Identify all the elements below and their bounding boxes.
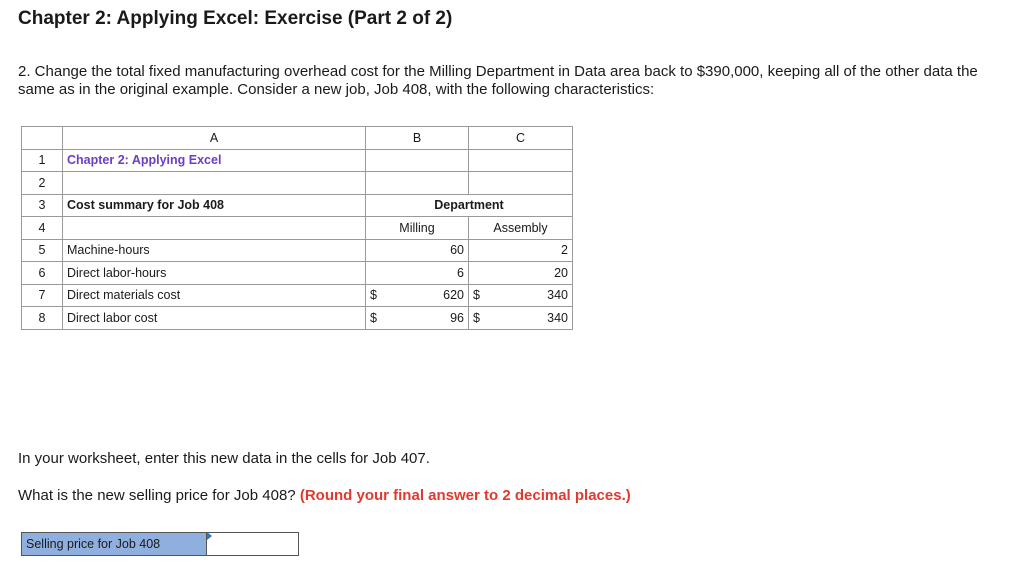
assembly-value-cell	[469, 284, 573, 307]
row-number: 6	[22, 262, 63, 285]
currency-symbol: $	[370, 288, 377, 303]
row-number: 5	[22, 239, 63, 262]
row-label: Machine-hours	[63, 239, 366, 262]
question-text: 2. Change the total fixed manufacturing overhead cost for the Milling Department in Data area back to $390,000, keeping all of the other data the same as in the original example. Consider a new job, Job 408, with the following characteristics:	[18, 63, 978, 98]
table-row	[22, 172, 573, 195]
milling-value: 620	[443, 288, 464, 303]
spreadsheet-table	[21, 126, 573, 330]
milling-header: Milling	[366, 217, 469, 240]
table-row	[22, 217, 573, 240]
selling-price-input-wrap	[207, 532, 299, 556]
milling-value: 6	[366, 262, 469, 285]
milling-value-cell	[366, 307, 469, 330]
row-label: Direct labor cost	[63, 307, 366, 330]
row-number: 8	[22, 307, 63, 330]
assembly-header: Assembly	[469, 217, 573, 240]
page-title: Chapter 2: Applying Excel: Exercise (Part 2 of 2)	[18, 8, 453, 29]
instruction-text: In your worksheet, enter this new data in the cells for Job 407.	[18, 450, 430, 467]
row-number: 7	[22, 284, 63, 307]
cell-b2	[366, 172, 469, 195]
input-marker-icon	[207, 532, 212, 540]
table-row	[22, 284, 573, 307]
row-number: 1	[22, 149, 63, 172]
cost-summary-label: Cost summary for Job 408	[63, 194, 366, 217]
column-header-row	[22, 127, 573, 150]
table-row	[22, 149, 573, 172]
column-header-b: B	[366, 127, 469, 150]
assembly-value-cell	[469, 307, 573, 330]
milling-value: 60	[366, 239, 469, 262]
milling-value-cell	[366, 284, 469, 307]
assembly-value: 340	[547, 310, 568, 325]
table-row	[22, 239, 573, 262]
rounding-hint: (Round your final answer to 2 decimal places.)	[299, 487, 631, 504]
answer-row	[21, 532, 299, 556]
cell-a4	[63, 217, 366, 240]
currency-symbol: $	[473, 310, 480, 325]
department-header: Department	[366, 194, 573, 217]
selling-price-input[interactable]	[207, 532, 299, 556]
row-label: Direct labor-hours	[63, 262, 366, 285]
cell-c1	[469, 149, 573, 172]
row-label: Direct materials cost	[63, 284, 366, 307]
column-header-c: C	[469, 127, 573, 150]
row-number: 4	[22, 217, 63, 240]
cell-b1	[366, 149, 469, 172]
selling-price-label: Selling price for Job 408	[21, 532, 207, 556]
milling-value: 96	[450, 310, 464, 325]
answer-question	[18, 487, 631, 504]
cell-c2	[469, 172, 573, 195]
answer-question-text: What is the new selling price for Job 408?	[18, 487, 296, 504]
currency-symbol: $	[370, 310, 377, 325]
currency-symbol: $	[473, 288, 480, 303]
table-row	[22, 307, 573, 330]
row-number: 2	[22, 172, 63, 195]
cell-a2	[63, 172, 366, 195]
assembly-value: 2	[469, 239, 573, 262]
sheet-title-cell: Chapter 2: Applying Excel	[63, 149, 366, 172]
assembly-value: 20	[469, 262, 573, 285]
table-row	[22, 262, 573, 285]
assembly-value: 340	[547, 288, 568, 303]
column-header-a: A	[63, 127, 366, 150]
table-row	[22, 194, 573, 217]
corner-cell	[22, 127, 63, 150]
row-number: 3	[22, 194, 63, 217]
